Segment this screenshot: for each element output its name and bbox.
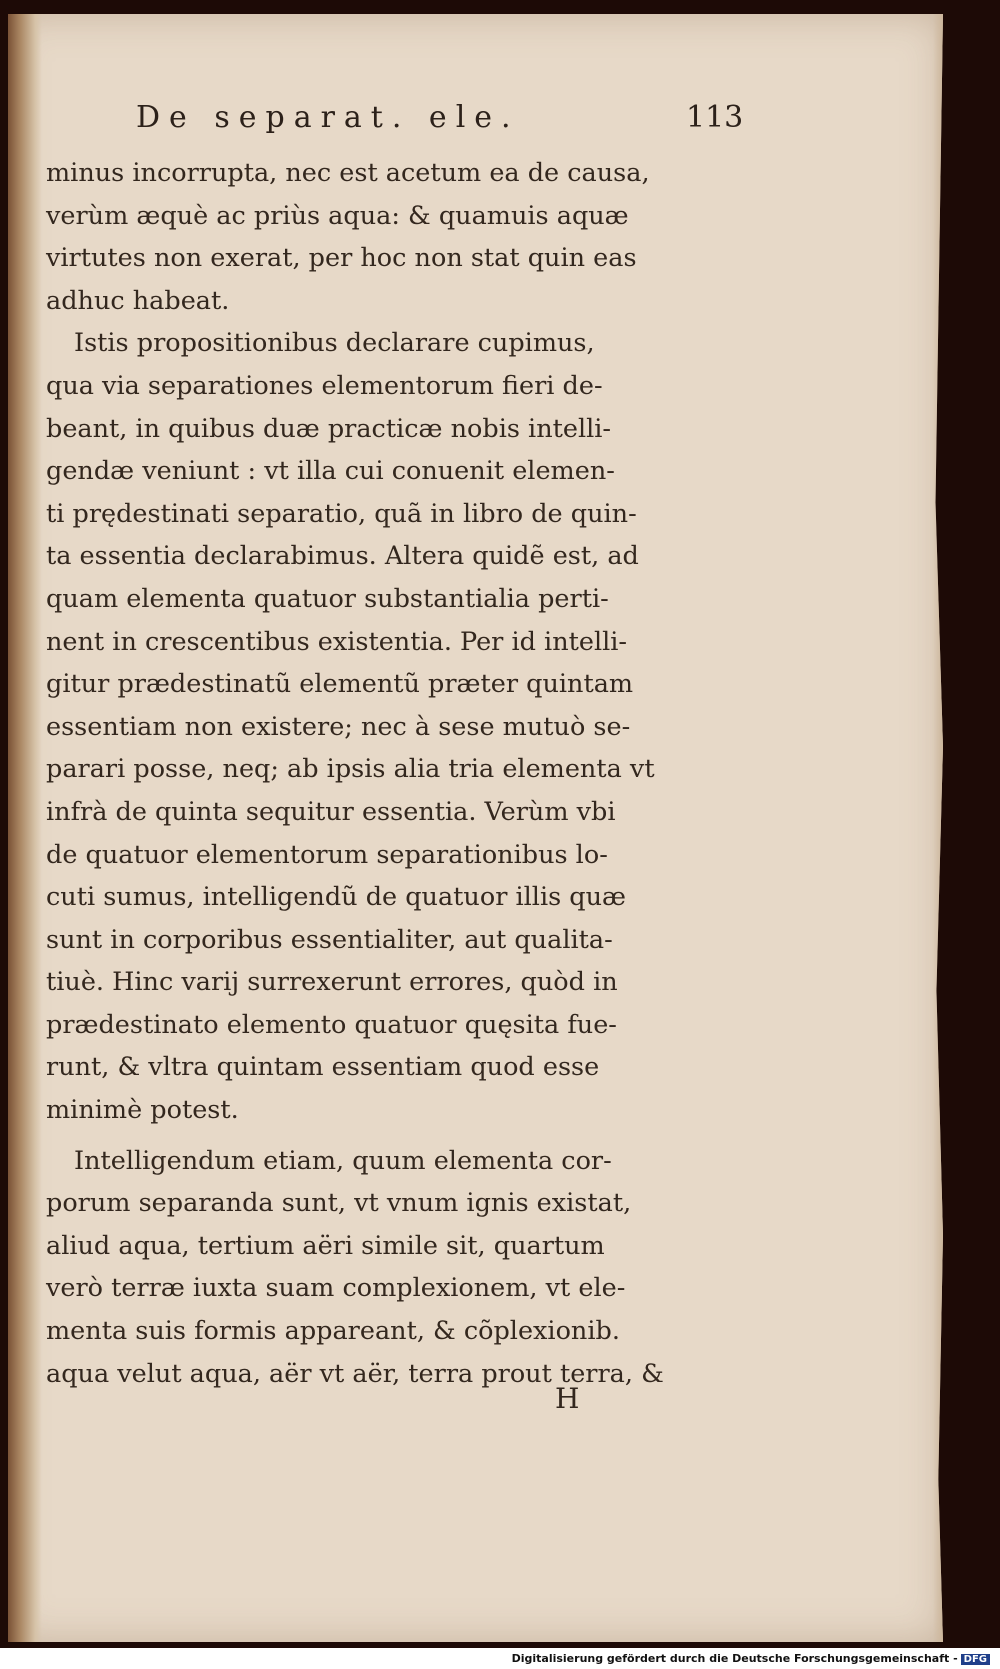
text-line: ti prędestinati separatio, quã in libro de quin-: [46, 498, 637, 529]
text-line: infrà de quinta sequitur essentia. Verùm vbi: [46, 796, 616, 827]
text-line: adhuc habeat.: [46, 285, 230, 316]
text-line: menta suis formis appareant, & cõplexionib.: [46, 1316, 620, 1347]
text-line: beant, in quibus duæ practicæ nobis intelli-: [46, 413, 612, 444]
text-line: cuti sumus, intelligendũ de quatuor illis quæ: [46, 882, 627, 913]
text-line: minimè potest.: [46, 1095, 239, 1126]
text-line: verò terræ iuxta suam complexionem, vt ele-: [46, 1273, 626, 1304]
text-line: prædestinato elemento quatuor quęsita fue-: [46, 1009, 617, 1040]
signature-mark: H: [555, 1382, 580, 1415]
text-line: quam elementa quatuor substantialia perti-: [46, 583, 609, 614]
credit-text: Digitalisierung gefördert durch die Deutsche Forschungsgemeinschaft -: [511, 1652, 958, 1665]
body-text: [46, 152, 746, 1395]
running-head: De separat. ele.: [136, 100, 520, 135]
page-gutter: [8, 14, 42, 1642]
text-line: Istis propositionibus declarare cupimus,: [74, 328, 595, 359]
text-line: minus incorrupta, nec est acetum ea de causa,: [46, 158, 650, 188]
text-line: gendæ veniunt : vt illa cui conuenit elemen-: [46, 456, 615, 487]
text-line: virtutes non exerat, per hoc non stat quin eas: [46, 243, 637, 274]
text-line: de quatuor elementorum separationibus lo-: [46, 839, 608, 870]
text-line: Intelligendum etiam, quum elementa cor-: [74, 1145, 612, 1176]
dfg-logo: DFG: [961, 1654, 990, 1665]
digitization-credit: [512, 1652, 990, 1665]
page-number: 113: [686, 100, 744, 135]
text-line: verùm æquè ac priùs aqua: & quamuis aquæ: [46, 200, 629, 231]
text-line: parari posse, neq; ab ipsis alia tria elementa vt: [46, 754, 655, 785]
text-line: porum separanda sunt, vt vnum ignis existat,: [46, 1188, 632, 1219]
text-line: gitur prædestinatũ elementũ præter quintam: [46, 669, 634, 700]
text-line: sunt in corporibus essentialiter, aut qualita-: [46, 924, 613, 955]
text-line: essentiam non existere; nec à sese mutuò se-: [46, 711, 631, 742]
paragraph-gap: [46, 1132, 746, 1140]
text-line: qua via separationes elementorum fieri de-: [46, 370, 603, 401]
text-line: nent in crescentibus existentia. Per id intelli-: [46, 626, 628, 657]
text-line: aqua velut aqua, aër vt aër, terra prout terra, &: [46, 1358, 664, 1389]
text-line: ta essentia declarabimus. Altera quidẽ est, ad: [46, 541, 639, 572]
text-line: aliud aqua, tertium aëri simile sit, quartum: [46, 1230, 605, 1261]
text-line: runt, & vltra quintam essentiam quod esse: [46, 1052, 600, 1083]
text-line: tiuè. Hinc varij surrexerunt errores, quòd in: [46, 967, 618, 998]
